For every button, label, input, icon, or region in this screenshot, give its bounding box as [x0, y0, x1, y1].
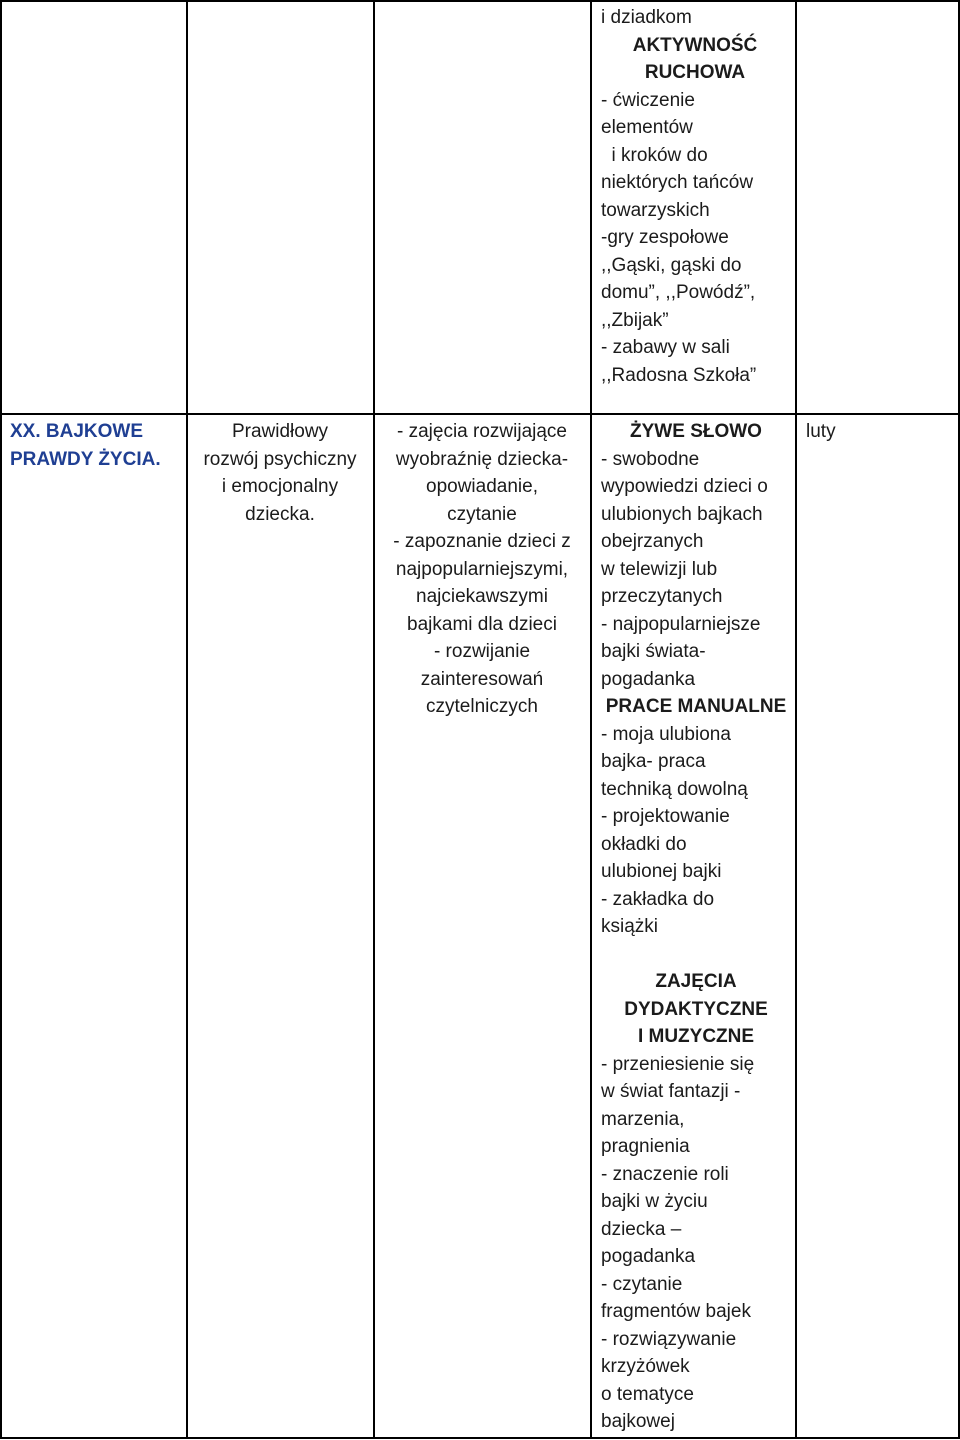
activity-heading: RUCHOWA: [644, 62, 746, 83]
activity-line: bajki świata-: [601, 641, 706, 662]
table-border-top: [0, 0, 960, 2]
activity-line: niektórych tańców: [601, 172, 754, 193]
form-line: zainteresowań: [420, 668, 544, 690]
activity-line: ,,Zbijak”: [601, 309, 669, 331]
goal-line: dziecka.: [245, 503, 315, 525]
activity-line: ,,Radosna Szkoła”: [601, 364, 757, 386]
form-line: czytelniczych: [426, 696, 538, 717]
activity-heading: I MUZYCZNE: [637, 1026, 755, 1047]
activity-line: bajka- praca: [601, 751, 706, 772]
activity-line: - czytanie: [601, 1273, 683, 1295]
goal-line: Prawidłowy: [231, 421, 329, 442]
activity-heading: AKTYWNOŚĆ: [632, 34, 758, 56]
forms-cell: [378, 418, 586, 721]
form-line: wyobraźnię dziecka-: [395, 448, 569, 470]
activity-line: pragnienia: [601, 1136, 690, 1157]
term-cell: [806, 418, 954, 446]
topic-line: XX. BAJKOWE: [10, 421, 144, 442]
top-activities-cell: [601, 4, 789, 389]
activity-line: okładki do: [601, 833, 687, 855]
activity-line: w świat fantazji -: [601, 1081, 741, 1102]
activity-line: krzyżówek: [601, 1356, 690, 1377]
activity-line: - zakładka do: [601, 888, 715, 910]
activity-line: przeczytanych: [601, 586, 723, 607]
activity-line: - moja ulubiona: [601, 723, 731, 745]
column-line-2: [373, 0, 375, 1439]
table-border-bottom: [0, 1437, 960, 1439]
activity-line: ulubionych bajkach: [601, 503, 763, 525]
column-line-4: [795, 0, 797, 1439]
activity-heading: ŻYWE SŁOWO: [630, 421, 762, 442]
activity-line: ,,Gąski, gąski do: [601, 254, 742, 276]
topic-cell: [10, 418, 184, 473]
activity-line: bajkowej: [601, 1411, 675, 1432]
form-line: najciekawszymi: [416, 586, 548, 607]
blank-line: [601, 941, 791, 969]
form-line: bajkami dla dzieci: [407, 613, 557, 635]
form-line: - rozwijanie: [433, 641, 531, 662]
column-line-0: [0, 0, 2, 1439]
activity-line: ulubionej bajki: [601, 861, 722, 882]
form-line: najpopularniejszymi,: [395, 558, 569, 580]
activity-line: -gry zespołowe: [601, 227, 729, 248]
activity-line: o tematyce: [601, 1383, 694, 1405]
activity-line: techniką dowolną: [601, 778, 748, 800]
activity-heading: DYDAKTYCZNE: [624, 998, 768, 1020]
activity-line: - projektowanie: [601, 806, 730, 827]
activity-line: elementów: [601, 117, 693, 138]
activities-cell: [601, 418, 791, 1436]
activity-heading: ZAJĘCIA: [655, 971, 737, 992]
term-label: luty: [806, 421, 836, 442]
activity-line: dziecka –: [601, 1218, 682, 1240]
column-line-1: [186, 0, 188, 1439]
form-line: - zapoznanie dzieci z: [393, 531, 571, 552]
form-line: - zajęcia rozwijające: [396, 421, 567, 442]
activity-line: bajki w życiu: [601, 1191, 708, 1212]
activity-line: - ćwiczenie: [601, 89, 695, 111]
activity-line: - najpopularniejsze: [601, 613, 761, 635]
activity-line: marzenia,: [601, 1108, 685, 1130]
activity-line: - znaczenie roli: [601, 1163, 729, 1185]
activity-line: i kroków do: [601, 144, 708, 166]
activity-line: pogadanka: [601, 668, 696, 690]
form-line: czytanie: [447, 503, 517, 525]
goal-line: rozwój psychiczny: [203, 448, 357, 470]
activity-line: domu”, ,,Powódź”,: [601, 282, 756, 303]
activity-line: - zabawy w sali: [601, 337, 730, 358]
goals-cell: [190, 418, 370, 528]
column-line-3: [590, 0, 592, 1439]
goal-line: i emocjonalny: [221, 476, 339, 497]
row-divider: [0, 413, 960, 415]
activity-line: fragmentów bajek: [601, 1301, 751, 1322]
activity-line: wypowiedzi dzieci o: [601, 476, 768, 497]
form-line: opowiadanie,: [426, 476, 538, 497]
activity-line: książki: [601, 916, 659, 937]
activity-line: w telewizji lub: [601, 558, 718, 580]
activity-heading: PRACE MANUALNE: [605, 696, 787, 717]
activity-line: - swobodne: [601, 448, 700, 470]
activity-line: towarzyskich: [601, 199, 710, 221]
activity-line: obejrzanych: [601, 531, 704, 552]
activity-line: - przeniesienie się: [601, 1053, 755, 1075]
activity-line: - rozwiązywanie: [601, 1328, 737, 1350]
activity-line: i dziadkom: [601, 7, 692, 28]
activity-line: pogadanka: [601, 1246, 696, 1267]
topic-line: PRAWDY ŻYCIA.: [10, 448, 161, 470]
